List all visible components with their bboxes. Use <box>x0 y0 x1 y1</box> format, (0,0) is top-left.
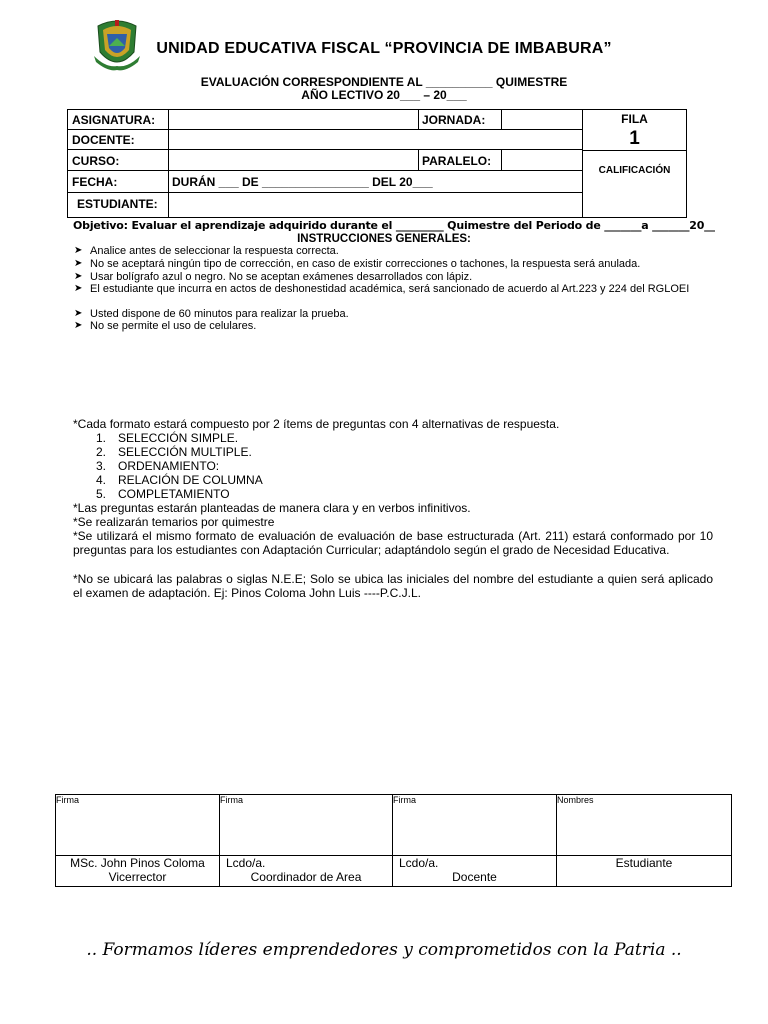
arrow-bullet-icon: ➤ <box>74 258 83 269</box>
arrow-bullet-icon: ➤ <box>74 320 83 331</box>
school-year-line: AÑO LECTIVO 20___ – 20___ <box>301 88 467 102</box>
note-initials: *No se ubicará las palabras o siglas N.E.E; Solo se ubica las iniciales del nombre del estudiante a quien será aplicado el examen de adaptación. Ej: Pinos Coloma John Luis ----P.C.J.L. <box>73 572 713 601</box>
paralelo-label: PARALELO: <box>422 154 492 168</box>
evaluation-line: EVALUACIÓN CORRESPONDIENTE AL __________ QUIMESTRE <box>200 75 568 89</box>
asignatura-label: ASIGNATURA: <box>72 113 156 127</box>
signature-cell-vicerrector[interactable]: Firma <box>56 795 220 856</box>
note-infinitive-verbs: *Las preguntas estarán planteadas de manera clara y en verbos infinitivos. <box>73 501 471 515</box>
format-list-item: 5. COMPLETAMIENTO <box>96 487 230 501</box>
calificacion-label: CALIFICACIÓN <box>598 165 671 176</box>
estudiante-label: ESTUDIANTE: <box>77 197 158 211</box>
instruction-item: ➤ El estudiante que incurra en actos de deshonestidad académica, será sancionado de acuerdo al Art.223 y 224 del RGLOEI <box>74 283 690 295</box>
note-temarios: *Se realizarán temarios por quimestre <box>73 515 275 529</box>
curso-value-field[interactable] <box>168 149 419 171</box>
fila-label: FILA <box>621 112 648 126</box>
vicerrector-name: MSc. John Pinos Coloma Vicerrector <box>56 856 220 887</box>
instruction-item: ➤ Usar bolígrafo azul o negro. No se aceptan exámenes desarrollados con lápiz. <box>74 271 473 283</box>
objective-line: Objetivo: Evaluar el aprendizaje adquirido durante el _________ Quimestre del Periodo de _______a _______20__ <box>73 219 715 232</box>
student-name: Estudiante <box>557 856 732 887</box>
signature-table <box>55 794 732 887</box>
arrow-bullet-icon: ➤ <box>74 245 83 256</box>
signature-cell-student-name[interactable]: Nombres <box>557 795 732 856</box>
docente-label: DOCENTE: <box>72 133 135 147</box>
format-list-item: 1. SELECCIÓN SIMPLE. <box>96 431 239 445</box>
asignatura-value-field[interactable] <box>168 109 419 130</box>
coordinator-name: Lcdo/a. Coordinador de Area <box>220 856 393 887</box>
calificacion-box[interactable] <box>582 150 687 218</box>
format-intro: *Cada formato estará compuesto por 2 ítems de preguntas con 4 alternativas de respuesta. <box>73 417 560 431</box>
instruction-item: ➤ Analice antes de seleccionar la respuesta correcta. <box>74 245 339 257</box>
teacher-name: Lcdo/a. Docente <box>393 856 557 887</box>
curso-label: CURSO: <box>72 154 120 168</box>
institutional-motto: .. Formamos líderes emprendedores y comprometidos con la Patria .. <box>86 940 682 960</box>
format-list-item: 2. SELECCIÓN MULTIPLE. <box>96 445 252 459</box>
format-list-item: 4. RELACIÓN DE COLUMNA <box>96 473 263 487</box>
arrow-bullet-icon: ➤ <box>74 308 83 319</box>
docente-value-field[interactable] <box>168 129 583 150</box>
format-list-item: 3. ORDENAMIENTO: <box>96 459 220 473</box>
instruction-item: ➤ Usted dispone de 60 minutos para realizar la prueba. <box>74 308 349 320</box>
fecha-value: DURÁN ___ DE ________________ DEL 20___ <box>172 175 433 189</box>
jornada-label: JORNADA: <box>422 113 486 127</box>
instruction-item: ➤ No se permite el uso de celulares. <box>74 320 257 332</box>
paralelo-value-field[interactable] <box>501 149 583 171</box>
school-title: UNIDAD EDUCATIVA FISCAL “PROVINCIA DE IMBABURA” <box>156 40 612 57</box>
arrow-bullet-icon: ➤ <box>74 271 83 282</box>
jornada-value-field[interactable] <box>501 109 583 130</box>
signature-cell-teacher[interactable]: Firma <box>393 795 557 856</box>
signature-cell-coordinator[interactable]: Firma <box>220 795 393 856</box>
fila-number: 1 <box>629 128 640 149</box>
note-curricular-adaptation: *Se utilizará el mismo formato de evaluación de evaluación de base estructurada (Art. 211) estará conformado por 10 preguntas para los estudiantes con Adaptación Curricular; adaptándolo según el grado de Necesidad Educativa. <box>73 529 713 558</box>
fecha-label: FECHA: <box>72 175 118 189</box>
instructions-title: INSTRUCCIONES GENERALES: <box>297 233 471 245</box>
instruction-item: ➤ No se aceptará ningún tipo de corrección, en caso de existir correcciones o tachones, la respuesta será anulada. <box>74 258 641 270</box>
arrow-bullet-icon: ➤ <box>74 283 83 294</box>
estudiante-value-field[interactable] <box>168 192 583 218</box>
